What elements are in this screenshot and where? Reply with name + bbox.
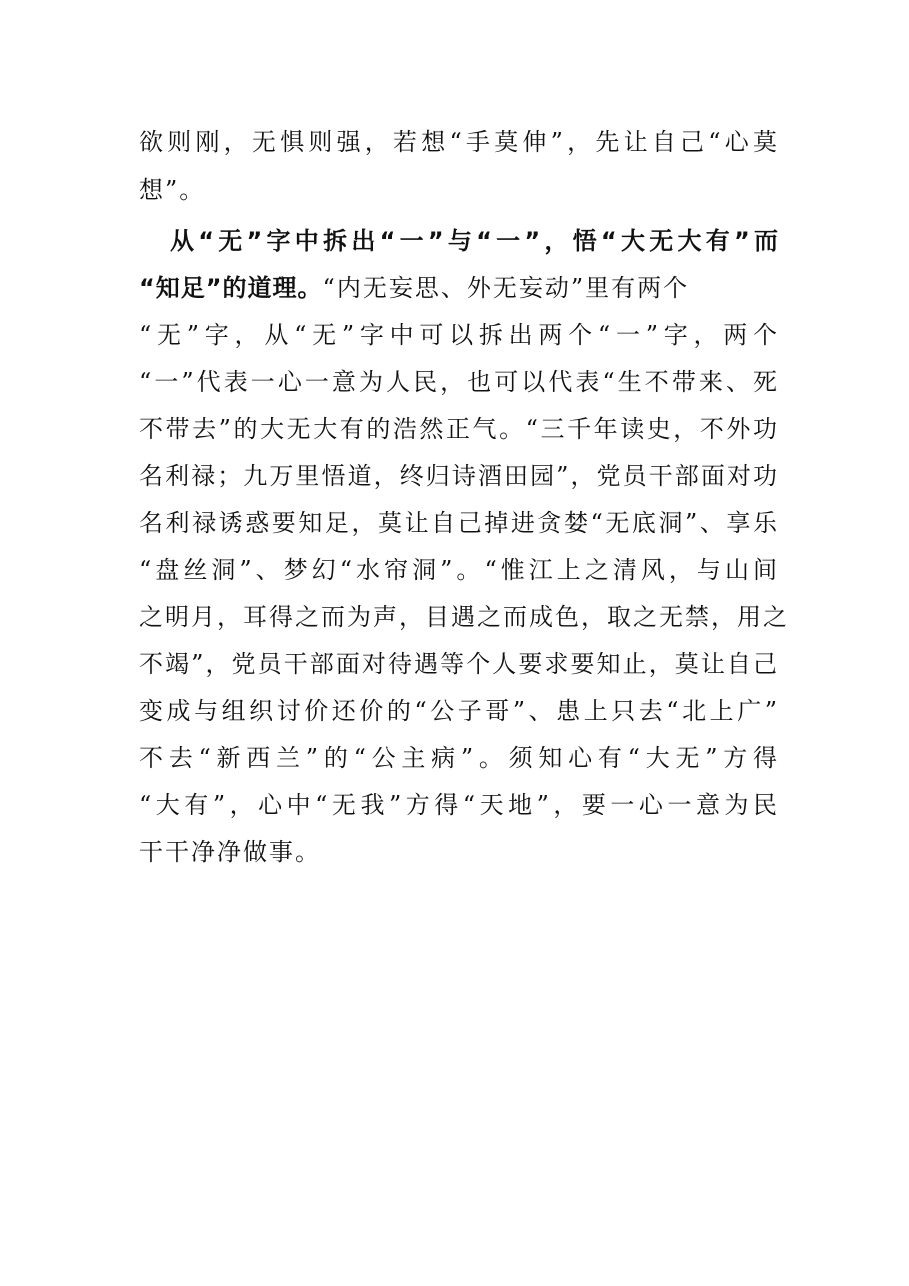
paragraph1-line-2: 想”。 bbox=[139, 176, 206, 204]
paragraph2-line-3: “无”字，从“无”字中可以拆出两个“一”字，两个 bbox=[139, 321, 779, 349]
paragraph2-line-12: 不去“新西兰”的“公主病”。须知心有“大无”方得 bbox=[139, 744, 779, 772]
paragraph2-line-2-rest: “内无妄思、外无妄动”里有两个 bbox=[322, 274, 690, 302]
paragraph2-line-8: “盘丝洞”、梦幻“水帘洞”。“惟江上之清风，与山间 bbox=[139, 556, 779, 584]
paragraph2-line-14: 干干净净做事。 bbox=[139, 838, 321, 866]
paragraph1-line-1: 欲则刚，无惧则强，若想“手莫伸”，先让自己“心莫 bbox=[139, 128, 779, 156]
paragraph2-line-11: 变成与组织讨价还价的“公子哥”、患上只去“北上广” bbox=[139, 697, 779, 725]
paragraph2-line-7: 名利禄诱惑要知足，莫让自己掉进贪婪“无底洞”、享乐 bbox=[139, 509, 779, 537]
paragraph2-line-2 bbox=[139, 272, 779, 304]
paragraph2-line-9: 之明月，耳得之而为声，目遇之而成色，取之无禁，用之 bbox=[139, 603, 789, 631]
paragraph2-heading-line-2: “知足”的道理。 bbox=[139, 274, 323, 302]
paragraph2-line-13: “大有”，心中“无我”方得“天地”，要一心一意为民 bbox=[139, 791, 779, 819]
paragraph2-line-10: 不竭”，党员干部面对待遇等个人要求要知止，莫让自己 bbox=[139, 650, 779, 678]
paragraph2-line-4: “一”代表一心一意为人民，也可以代表“生不带来、死 bbox=[139, 368, 779, 396]
paragraph2-line-6: 名利禄；九万里悟道，终归诗酒田园”，党员干部面对功 bbox=[139, 462, 779, 490]
paragraph2-heading-line-1: 从“无”字中拆出“一”与“一”，悟“大无大有”而 bbox=[170, 227, 779, 255]
paragraph2-line-5: 不带去”的大无大有的浩然正气。“三千年读史，不外功 bbox=[139, 415, 779, 443]
